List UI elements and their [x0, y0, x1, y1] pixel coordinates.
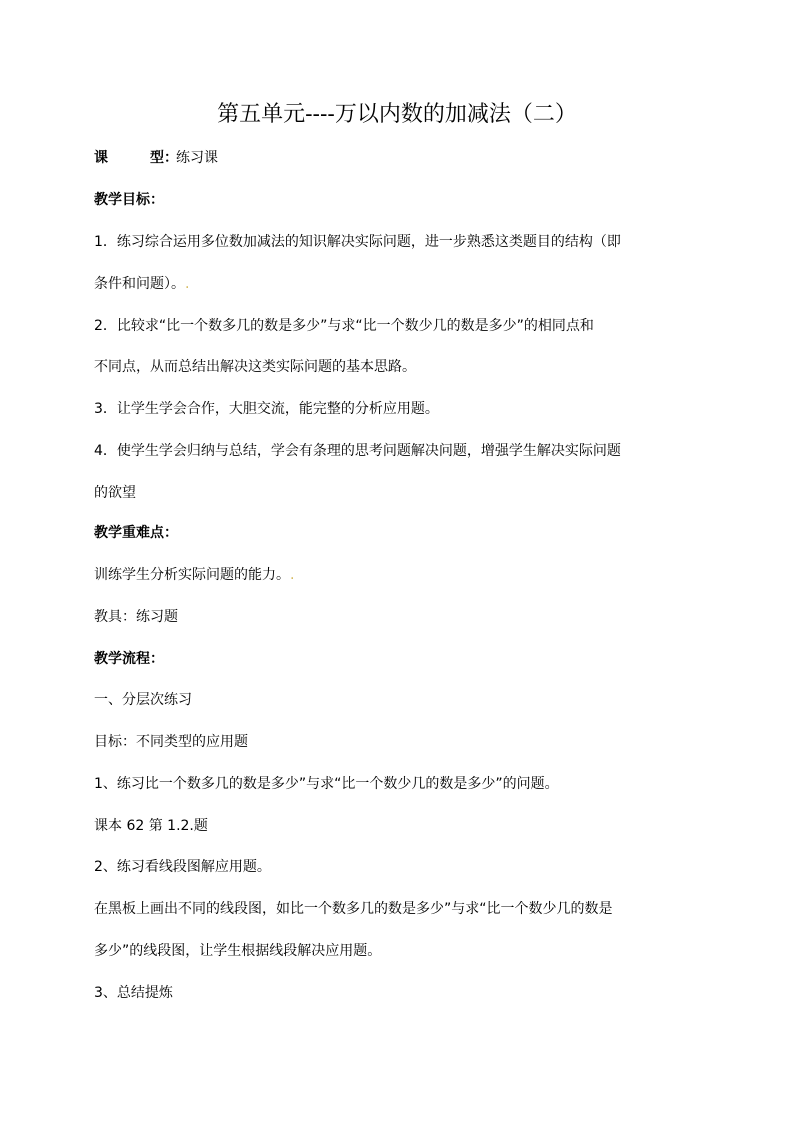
goal-2-line-2: 不同点，从而总结出解决这类实际问题的基本思路。	[94, 359, 416, 375]
process-item-2: 2、练习看线段图解应用题。	[94, 859, 271, 875]
page-title: 第五单元----万以内数的加减法（二）	[217, 102, 577, 127]
tools-text: 教具：练习题	[94, 609, 178, 625]
keypoints-heading: 教学重难点：	[94, 525, 178, 541]
keypoints-row	[94, 565, 704, 585]
course-type-value: 练习课	[176, 150, 218, 166]
goal-2-line-1: 2．比较求“比一个数多几的数是多少”与求“比一个数少几的数是多少”的相同点和	[94, 318, 594, 334]
keypoints-text: 训练学生分析实际问题的能力。	[94, 567, 290, 583]
process-item-2-desc-line-1: 在黑板上画出不同的线段图，如比一个数多几的数是多少”与求“比一个数少几的数是	[94, 901, 613, 917]
process-item-3: 3、总结提炼	[94, 985, 173, 1001]
goal-3: 3．让学生学会合作，大胆交流，能完整的分析应用题。	[94, 401, 439, 417]
process-item-1-ref: 课本 62 第 1.2.题	[94, 818, 208, 834]
goals-heading: 教学目标：	[94, 192, 164, 208]
goal-4-line-2: 的欲望	[94, 485, 136, 501]
goal-1-mark: .	[185, 276, 190, 292]
course-type-row	[94, 148, 704, 168]
process-item-1: 1、练习比一个数多几的数是多少”与求“比一个数少几的数是多少”的问题。	[94, 776, 559, 792]
process-heading: 教学流程：	[94, 651, 164, 667]
goal-1-line-1: 1．练习综合运用多位数加减法的知识解决实际问题，进一步熟悉这类题目的结构（即	[94, 234, 621, 250]
goal-1-line-2: 条件和问题）。	[94, 276, 185, 292]
goal-4-line-1: 4．使学生学会归纳与总结，学会有条理的思考问题解决问题，增强学生解决实际问题	[94, 443, 621, 459]
process-section-1: 一、分层次练习	[94, 692, 192, 708]
keypoints-mark: .	[290, 567, 295, 583]
process-item-2-desc-line-2: 多少”的线段图，让学生根据线段解决应用题。	[94, 943, 382, 959]
goal-1-line-2-row	[94, 274, 704, 294]
process-target: 目标：不同类型的应用题	[94, 734, 248, 750]
course-type-label: 课 型：	[94, 150, 178, 166]
